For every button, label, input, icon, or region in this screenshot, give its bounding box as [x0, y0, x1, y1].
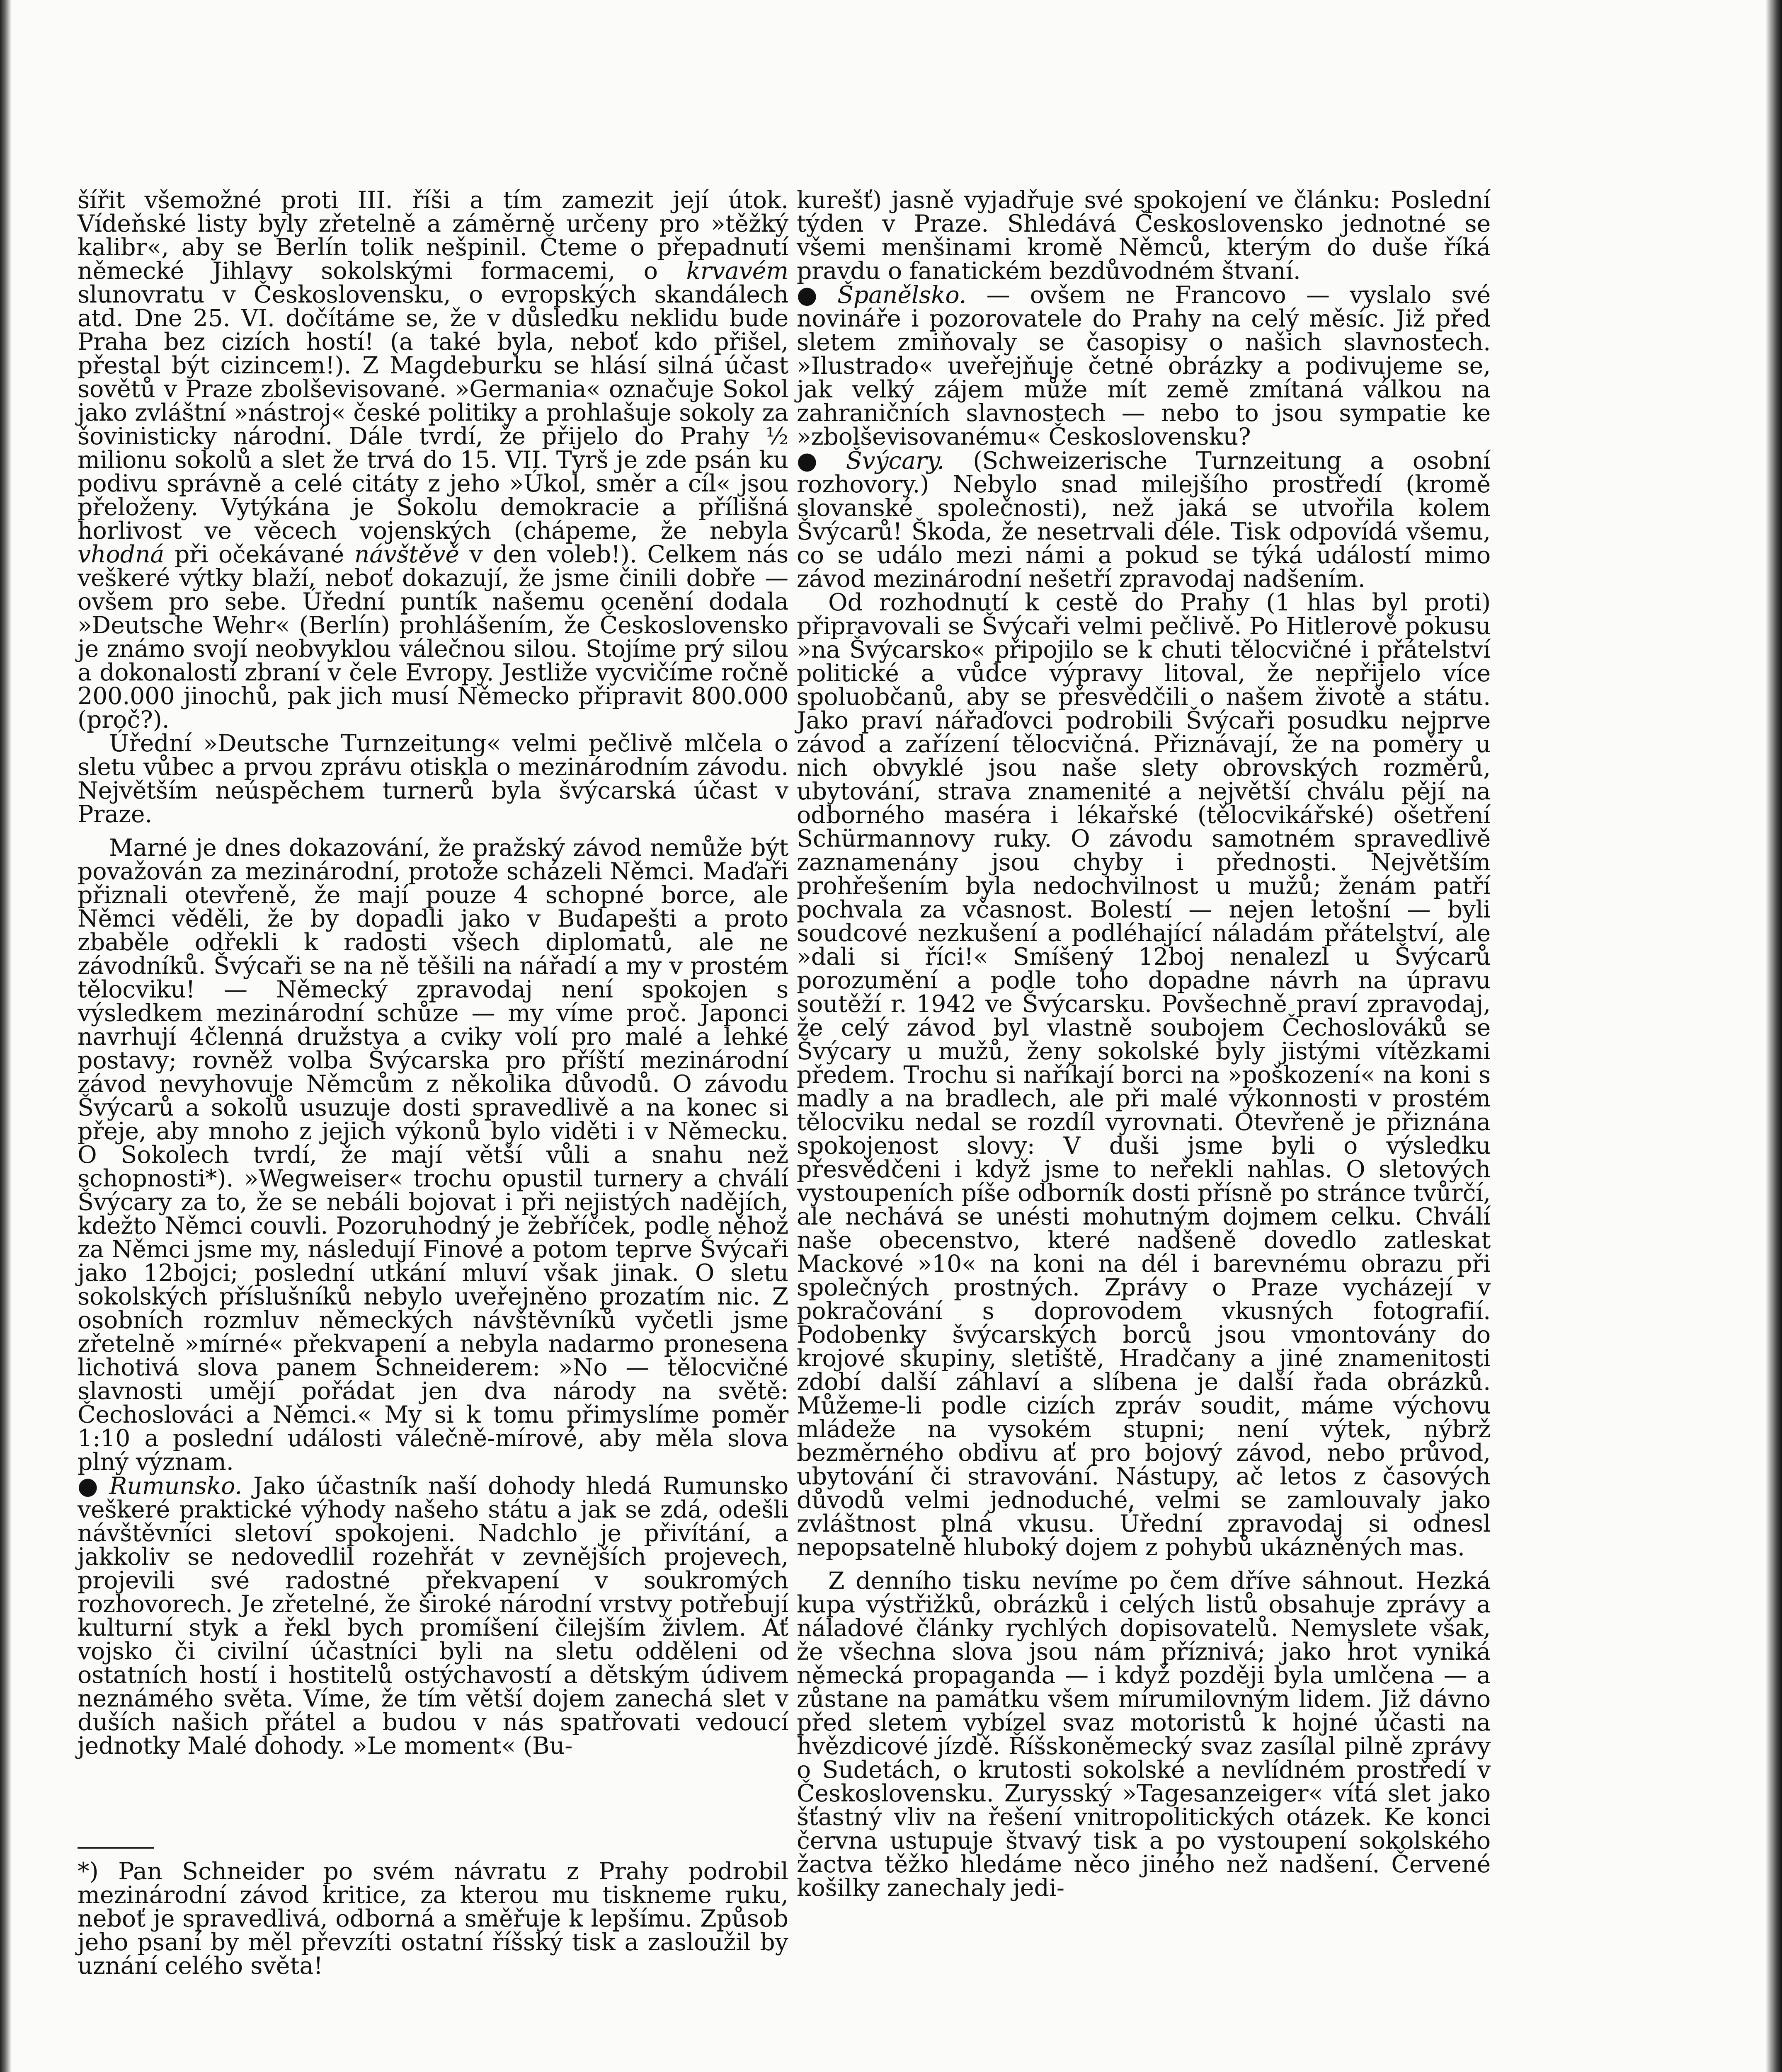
page-edge-right: [1765, 0, 1782, 2072]
text-run: v den voleb!). Celkem nás veškeré výtky blaží, neboť dokazují, že jsme činili dobře — ovšem pro sebe. Úřední puntík našemu ocenění dodala »Deutsche Wehr« (Berlín) prohlášením, že Československo je známo svojí neobvyklou válečnou silou. Stojíme prý silou a dokonalostí zbraní v čele Evropy. Jestliže vycvičíme ročně 200.000 jinochů, pak jich musí Německo připravit 800.000 (proč?).: [78, 541, 788, 733]
left-column: [78, 186, 788, 1760]
bullet-icon: ●: [797, 447, 839, 474]
right-paragraph-svycary: [797, 449, 1491, 591]
page-edge-left: [0, 0, 12, 2072]
left-paragraph-1: [78, 186, 788, 733]
right-paragraph-1: kurešť) jasně vyjadřuje své spokojení ve článku: Poslední týden v Praze. Shledává Československo jednotné se všemi menšinami kromě Němců, kterým do duše říká pravdu o fanatickém bezdůvodném štvaní.: [797, 186, 1491, 285]
right-paragraph-spanelsko: [797, 283, 1491, 449]
bullet-icon: ●: [797, 281, 830, 309]
text-run: — ovšem ne Francovo — vyslalo své novináře i pozorovatele do Prahy na celý měsíc. Již před sletem zmiňovaly se časopisy o našich slavnostech. »Ilustrado« uveřejňuje četné obrázky a podivujeme se, jak velký zájem může mít země zmítaná válkou na zahraničních slavnostech — nebo to jsou sympatie ke »zbolševisovanému« Československu?: [797, 281, 1491, 450]
right-paragraph-5: Z denního tisku nevíme po čem dříve sáhnout. Hezká kupa výstřižků, obrázků i celých listů obsahuje zprávy a náladové články rychlých dopisovatelů. Nemyslete však, že všechna slova jsou nám příznivá; jako hrot vyniká německá propaganda — i když později byla umlčena — a zůstane na památku všem mírumilovným lidem. Již dávno před sletem vybízel svaz motoristů k hojné účasti na hvězdicové jízdě. Říšskoněmecký svaz zasílal pilně zprávy o Sudetách, o krutosti sokolské a nevlídném prostředí v Československu. Zurysský »Tagesanzeiger« vítá slet jako šťastný vliv na řešení vnitropolitických otázek. Ke konci června ustupuje štvavý tisk a po vystoupení sokolského žactva těžko hledáme něco jiného než nadšení. Červené košilky zanechaly jedi-: [797, 1567, 1491, 1902]
left-paragraph-2: Úřední »Deutsche Turnzeitung« velmi pečlivě mlčela o sletu vůbec a prvou zprávu otiskla o mezinárodním závodu. Největším neúspěchem turnerů byla švýcarská účast v Praze.: [78, 730, 788, 828]
section-label: Švýcary.: [846, 447, 945, 474]
right-column: [797, 186, 1491, 1902]
text-run: při očekávané: [164, 541, 354, 568]
section-label: Rumunsko.: [109, 1472, 242, 1500]
left-paragraph-rumunsko: [78, 1474, 788, 1758]
left-paragraph-3: Marné je dnes dokazování, že pražský závod nemůže být považován za mezinárodní, protože scházeli Němci. Maďaři přiznali otevřeně, že mají pouze 4 schopné borce, ale Němci věděli, že by dopadli jako v Budapešti a proto zbaběle odřekli k radosti všech diplomatů, ale ne závodníků. Švýcaři se na ně těšili na nářadí a my v prostém tělocviku! — Německý zpravodaj není spokojen s výsledkem mezinárodní schůze — my víme proč. Japonci navrhují 4členná družstva a cviky volí pro malé a lehké postavy; rovněž volba Švýcarska pro příští mezinárodní závod nevyhovuje Němcům z několika důvodů. O závodu Švýcarů a sokolů usuzuje dosti spravedlivě a na konec si přeje, aby mnoho z jejich výkonů bylo viděti i v Německu. O Sokolech tvrdí, že mají větší vůli a snahu než schopnosti*). »Wegweiser« trochu opustil turnery a chválí Švýcary za to, že se nebáli bojovat i při nejistých nadějích, kdežto Němci couvli. Pozoruhodný je žebříček, podle něhož za Němci jsme my, následují Finové a potom teprve Švýcaři jako 12bojci; poslední utkání mluví však jinak. O sletu sokolských příslušníků nebylo uveřejněno prozatím nic. Z osobních rozmluv německých návštěvníků vyčetli jsme zřetelně »mírné« překvapení a nebyla nadarmo pronesena lichotivá slova panem Schneiderem: »No — tělocvičné slavnosti umějí pořádat jen dva národy na světě: Čechoslováci a Němci.« My si k tomu přimyslíme poměr 1:10 a poslední události válečně-mírové, aby měla slova plný význam.: [78, 834, 788, 1476]
emphasis: návštěvě: [354, 541, 459, 568]
footnote-divider: [78, 1847, 154, 1849]
footnote-text: *) Pan Schneider po svém návratu z Prahy podrobil mezinárodní závod kritice, za kterou mu tiskneme ruku, neboť je spravedlivá, odborná a směřuje k lepšímu. Způsob jeho psaní by měl převzíti ostatní říšský tisk a zasloužil by uznání celého světa!: [78, 1858, 788, 1980]
text-run: (Schweizerische Turnzeitung a osobní rozhovory.) Nebylo snad milejšího prostředí (kromě slovanské společnosti), než jaká se utvořila kolem Švýcarů! Škoda, že nesetrvali déle. Tisk odpovídá všemu, co se událo mezi námi a pokud se týká událostí mimo závod mezinárodní nešetří zpravodaj nadšením.: [797, 447, 1491, 593]
emphasis: krvavém: [686, 257, 788, 285]
bullet-icon: ●: [78, 1472, 102, 1500]
right-paragraph-4: Od rozhodnutí k cestě do Prahy (1 hlas byl proti) připravovali se Švýcaři velmi pečlivě. Po Hitlerově pokusu »na Švýcarsko« připojilo se k chuti tělocvičné i přátelství politické a vůdce výpravy litoval, že nepřijelo více spoluobčanů, aby se přesvědčili o našem životě a státu. Jako praví nářaďovci podrobili Švýcaři posudku nejprve závod a zařízení tělocvičná. Přiznávají, že na poměry u nich obvyklé jsou naše slety obrovských rozměrů, ubytování, strava znamenité a největší chválu pějí na odborného maséra i lékařské (tělocvikářské) ošetření Schürmannovy ruky. O závodu samotném spravedlivě zaznamenány jsou chyby i přednosti. Největším prohřešením byla nedochvilnost u mužů; ženám patří pochvala za včasnost. Bolestí — nejen letošní — byli soudcové nezkušení a podléhající náladám přátelství, ale »dali si říci!« Smíšený 12boj nenalezl u Švýcarů porozumění a podle toho dopadne návrh na úpravu soutěží r. 1942 ve Švýcarsku. Povšechně praví zpravodaj, že celý závod byl vlastně soubojem Čechoslováků se Švýcary u mužů, ženy sokolské byly jistými vítězkami předem. Trochu si naříkají borci na »poškození« na koni s madly a na bradlech, ale při malé výkonnosti v prostém tělocviku nedal se rozdíl vyrovnati. Otevřeně je přiznána spokojenost slovy: V duši jsme byli o výsledku přesvědčeni i když jsme to neřekli nahlas. O sletových vystoupeních píše odborník dosti přísně po stránce tvůrčí, ale nechává se unésti mohutným dojmem celku. Chválí naše obecenstvo, které nadšeně dovedlo zatleskat Mackové »10« na koni na dél i barevnému obrazu při společných prostných. Zprávy o Praze vycházejí v pokračování s doprovodem vkusných fotografií. Podobenky švýcarských borců jsou vmontovány do krojové skupiny, sletiště, Hradčany a jiné znamenitosti zdobí další záhlaví a slíbena je další řada obrázků. Můžeme-li podle cizích zpráv soudit, máme výchovu mládeže na vysokém stupni; není výtek, nýbrž bezměrného obdivu ať pro bojový závod, nebo průvod, ubytování či stravování. Nástupy, ač letos z časových důvodů velmi jednoduché, velmi se zamlouvaly jako zvláštnost plná vkusu. Úřední zpravodaj si odnesl nepopsatelně hluboký dojem z pohybů ukázněných mas.: [797, 589, 1491, 1561]
text-run: slunovratu v Československu, o evropských skandálech atd. Dne 25. VI. dočítáme se, že v důsledku neklidu bude Praha bez cizích hostí! (a také byla, neboť kdo přišel, přestal být cizincem!). Z Magdeburku se hlásí silná účast sovětů v Praze zbolševisované. »Germania« označuje Sokol jako zvláštní »nástroj« české politiky a prohlašuje sokoly za šovinisticky národní. Dále tvrdí, že přijelo do Prahy ½ milionu sokolů a slet že trvá do 15. VII. Tyrš je zde psán ku podivu správně a celé citáty z jeho »Úkol, směr a cíl« jsou přeloženy. Vytýkána je Sokolu demokracie a přílišná horlivost ve věcech vojenských (chápeme, že nebyla: [78, 281, 788, 545]
emphasis: vhodná: [78, 541, 165, 568]
text-run: šířit všemožné proti III. říši a tím zamezit její útok. Vídeňské listy byly zřetelně a záměrně určeny pro »těžký kalibr«, aby se Berlín tolik nešpinil. Čteme o přepadnutí německé Jihlavy sokolskými formacemi, o: [78, 186, 788, 285]
section-label: Španělsko.: [837, 281, 967, 309]
text-run: Jako účastník naší dohody hledá Rumunsko veškeré praktické výhody našeho státu a jak se zdá, odešli návštěvníci sletoví spokojeni. Nadchlo je přivítání, a jakkoliv se nedovedlil rozehřát v zevnějších projevech, projevili své radostné překvapení v soukromých rozhovorech. Je zřetelné, že široké národní vrstvy potřebují kulturní styk a řekl bych promíšení čilejším živlem. Ať vojsko či civilní účastníci byli na sletu odděleni od ostatních hostí i hostitelů ostýchavostí a dětským údivem neznámého světa. Víme, že tím větší dojem zanechá slet v duších našich přátel a budou v nás spatřovati vedoucí jednotky Malé dohody. »Le moment« (Bu-: [78, 1472, 788, 1760]
footnote: [78, 1860, 788, 1978]
